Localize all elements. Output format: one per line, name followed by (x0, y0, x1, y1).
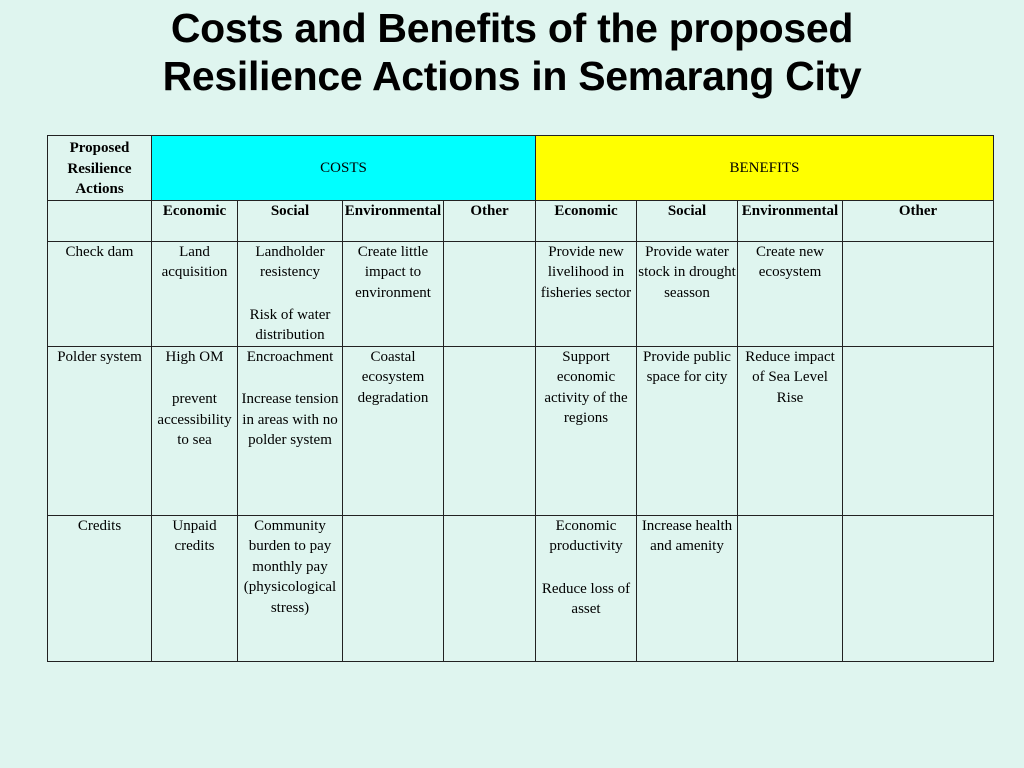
benefits-social-cell (637, 241, 738, 346)
action-cell: Polder system (48, 346, 152, 515)
benefits-economic-cell (536, 346, 637, 515)
benefits-other-cell (843, 241, 994, 346)
cell-text: Land acquisition (161, 243, 228, 280)
benefits-environmental-cell (738, 515, 843, 661)
cell-text: Increase health and amenity (641, 517, 733, 554)
costs-environmental-cell (343, 346, 444, 515)
costs-economic-cell (152, 346, 238, 515)
cell-text: Risk of water distribution (249, 306, 331, 343)
subheader-costs-other: Other (444, 200, 536, 241)
benefits-social-cell (637, 346, 738, 515)
action-cell: Check dam (48, 241, 152, 346)
title-line-1: Costs and Benefits of the proposed (170, 5, 854, 51)
table-row (48, 241, 994, 346)
subheader-benefits-environmental: Environmental (738, 200, 843, 241)
costs-header: COSTS (152, 136, 536, 201)
cell-text: Provide water stock in drought seasson (638, 243, 736, 301)
costs-other-cell (444, 241, 536, 346)
cell-text: Reduce impact of Sea Level Rise (745, 348, 835, 406)
header-row (48, 136, 994, 201)
costs-social-cell (238, 515, 343, 661)
cell-text: Support economic activity of the regions (544, 348, 628, 426)
subheader-benefits-other: Other (843, 200, 994, 241)
costs-environmental-cell (343, 241, 444, 346)
benefits-environmental-cell (738, 241, 843, 346)
cell-text: Provide new livelihood in fisheries sector (540, 243, 632, 301)
benefits-social-cell (637, 515, 738, 661)
costs-other-cell (444, 346, 536, 515)
cell-text: prevent accessibility to sea (157, 391, 232, 448)
cell-text: Community burden to pay monthly pay (physicological stress) (243, 517, 337, 616)
cell-text: Unpaid credits (172, 517, 217, 554)
costs-economic-cell (152, 515, 238, 661)
subheader-benefits-social: Social (637, 200, 738, 241)
costs-social-cell (238, 346, 343, 515)
cell-text: Reduce loss of asset (541, 580, 631, 617)
benefits-economic-cell (536, 241, 637, 346)
action-cell: Credits (48, 515, 152, 661)
cell-text: Create little impact to environment (355, 243, 431, 301)
subheader-row (48, 200, 994, 241)
benefits-other-cell (843, 515, 994, 661)
cell-text: Landholder resistency (255, 243, 325, 280)
cell-text: Increase tension in areas with no polder system (241, 391, 339, 448)
cell-text: Provide public space for city (643, 348, 731, 385)
cell-text: Encroachment (246, 348, 334, 365)
subheader-benefits-economic: Economic (536, 200, 637, 241)
benefits-other-cell (843, 346, 994, 515)
benefits-economic-cell (536, 515, 637, 661)
cell-text: Create new ecosystem (756, 243, 824, 280)
actions-header: Proposed Resilience Actions (48, 136, 152, 201)
title-line-2: Resilience Actions in Semarang City (162, 53, 862, 99)
costs-other-cell (444, 515, 536, 661)
cell-text: Coastal ecosystem degradation (357, 348, 429, 406)
table-row (48, 515, 994, 661)
costs-social-cell (238, 241, 343, 346)
cost-benefit-table (47, 135, 994, 662)
costs-environmental-cell (343, 515, 444, 661)
subheader-costs-social: Social (238, 200, 343, 241)
subheader-costs-environmental: Environmental (343, 200, 444, 241)
benefits-environmental-cell (738, 346, 843, 515)
costs-economic-cell (152, 241, 238, 346)
benefits-header: BENEFITS (536, 136, 994, 201)
table-row (48, 346, 994, 515)
page-title (0, 4, 1024, 100)
subheader-empty (48, 200, 152, 241)
subheader-costs-economic: Economic (152, 200, 238, 241)
cell-text: Economic productivity (549, 517, 623, 554)
cell-text: High OM (165, 348, 224, 365)
